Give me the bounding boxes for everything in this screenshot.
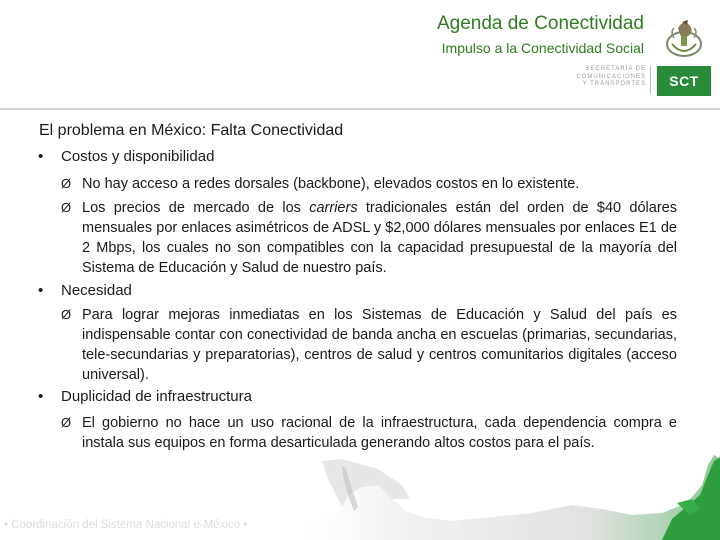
arrow-bullet-icon: Ø (61, 200, 72, 215)
sct-logo: SCT (657, 66, 711, 96)
header-divider (0, 108, 720, 110)
arrow-bullet-icon: Ø (61, 415, 72, 430)
arrow-bullet-icon: Ø (61, 176, 72, 191)
section-heading: El problema en México: Falta Conectividad (39, 122, 344, 139)
bullet-necesidad: • Necesidad (38, 282, 132, 299)
arrow-bullet-icon: Ø (61, 307, 72, 322)
logo-divider (650, 66, 651, 94)
bullet-costos: • Costos y disponibilidad (38, 148, 215, 165)
list-item: Ø Para lograr mejoras inmediatas en los Sistemas de Educación y Salud del país es indispensable contar con conectividad de banda ancha en escuelas (primarias, secundarias, tele-secundarias y preparatorias), centros de salud y centros comunitarios digitales (acceso universal). (61, 307, 677, 383)
footer-text: • Coordinación del Sistema Nacional e-México • (4, 519, 248, 531)
list-item: Ø No hay acceso a redes dorsales (backbone), elevados costos en lo existente. (61, 176, 580, 192)
bullet-duplicidad: • Duplicidad de infraestructura (38, 388, 252, 405)
list-item: Ø Los precios de mercado de los carriers tradicionales están del orden de $40 dólares mensuales por enlaces asimétricos de ADSL y $2,000 dólares mensuales por enlaces E1 de 2 Mbps, los cuales no son compatibles con la capacidad presupuestal de la mayoría del Sistema de Educación y Salud de nuestro país. (61, 200, 677, 276)
slide-subtitle: Impulso a la Conectividad Social (441, 40, 644, 56)
list-item: Ø El gobierno no hace un uso racional de la infraestructura, cada dependencia compra e instala sus equipos en forma desarticulada generando altos costos para el país. (61, 415, 677, 451)
mexican-coat-of-arms-icon (660, 14, 708, 62)
agency-name: SECRETARÍA DE COMUNICACIONES Y TRANSPORTES (576, 66, 646, 87)
mexico-map-icon (282, 455, 720, 540)
slide-title: Agenda de Conectividad (436, 13, 644, 34)
